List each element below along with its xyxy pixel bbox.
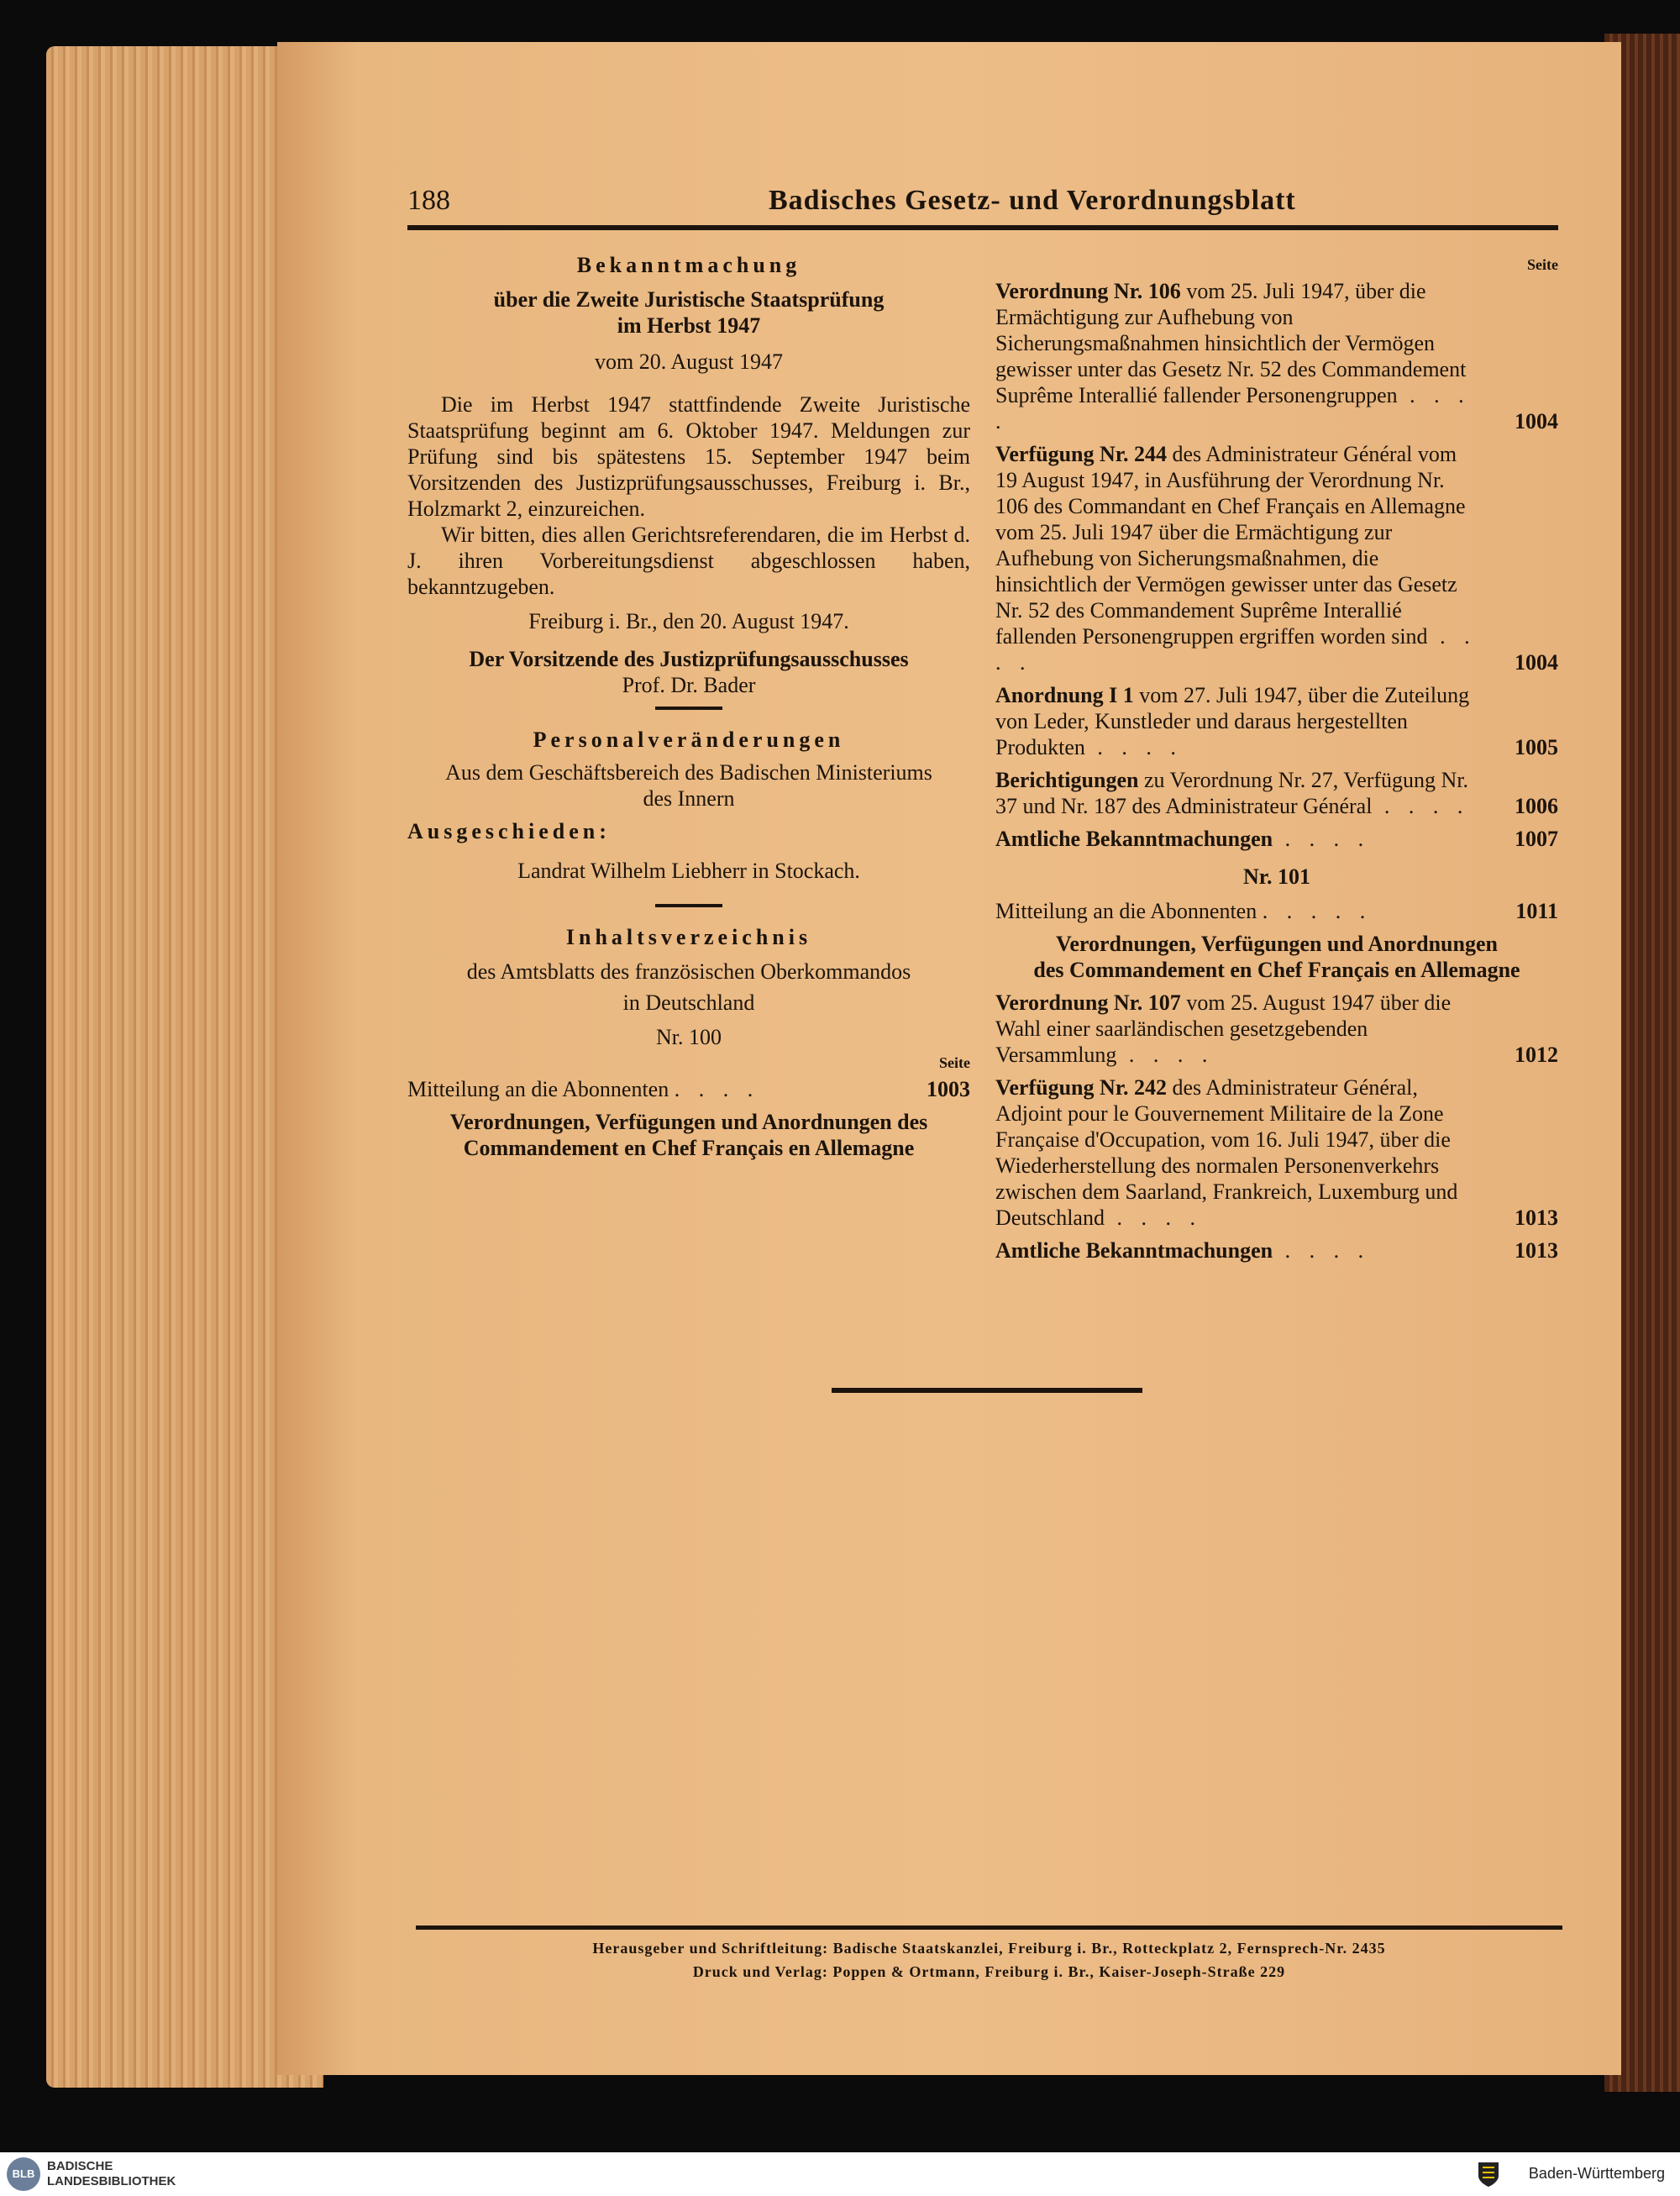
toc-entry-lead: Amtliche Bekanntmachungen	[995, 1238, 1273, 1263]
leader-dots: . . . .	[1372, 794, 1470, 818]
toc-entry-text: Mitteilung an die Abonnenten	[995, 899, 1257, 923]
toc-list-101	[995, 990, 1558, 1263]
verord-heading-1: Verordnungen, Verfügungen und Anordnungen des	[449, 1110, 928, 1134]
coat-of-arms-icon	[1473, 2159, 1504, 2189]
blb-logo[interactable]: BLB	[7, 2157, 40, 2191]
imprint-line-2: Druck und Verlag: Poppen & Ortmann, Freiburg i. Br., Kaiser-Joseph-Straße 229	[692, 1963, 1286, 1980]
toc-entry	[995, 682, 1558, 760]
blb-name-line-1: BADISCHE	[47, 2159, 113, 2173]
header-rule	[407, 225, 1558, 230]
pers-entry: Landrat Wilhelm Liebherr in Stockach.	[517, 859, 860, 883]
toc-entry-text: zu Verordnung Nr. 27, Verfügung Nr. 37 und Nr. 187 des Administrateur Général	[995, 768, 1469, 818]
toc-page-number: 1011	[1515, 899, 1558, 923]
section-divider	[655, 904, 722, 907]
toc-entry	[995, 898, 1558, 924]
toc-page-number: 1012	[1515, 1043, 1558, 1067]
bek-signature-title: Der Vorsitzende des Justizprüfungsausschusses	[469, 647, 909, 671]
leader-dots: . . . .	[1116, 1043, 1215, 1067]
leader-dots: . . . .	[1273, 827, 1371, 851]
toc-entry	[995, 1074, 1558, 1231]
toc-page-number: 1006	[1515, 794, 1558, 818]
toc-entry	[995, 990, 1558, 1068]
toc-entry-text: Mitteilung an die Abonnenten	[407, 1077, 669, 1101]
seite-label: Seite	[1527, 256, 1558, 273]
toc-page-number: 1007	[1515, 827, 1558, 851]
leader-dots: . . . .	[674, 1077, 760, 1101]
pers-subtitle-1: Aus dem Geschäftsbereich des Badischen Ministeriums	[445, 760, 932, 785]
leader-dots: . . . .	[995, 383, 1471, 433]
toc-entry-lead: Verfügung Nr. 244	[995, 442, 1167, 466]
bek-place-date: Freiburg i. Br., den 20. August 1947.	[528, 609, 849, 633]
imprint	[416, 1936, 1562, 1983]
pers-subtitle-2: des Innern	[643, 786, 735, 811]
leader-dots: . . . .	[1273, 1238, 1371, 1263]
leader-dots: . . . . .	[1262, 899, 1373, 923]
toc-entry	[995, 441, 1558, 675]
issue-number-101: Nr. 101	[1243, 864, 1310, 889]
inh-subtitle-2: in Deutschland	[622, 990, 755, 1015]
page-number: 188	[407, 185, 450, 216]
pers-ausgeschieden: Ausgeschieden:	[407, 819, 611, 843]
issue-number-100: Nr. 100	[656, 1025, 722, 1049]
end-rule	[832, 1388, 1142, 1393]
verord-heading-2: Commandement en Chef Français en Allemagne	[463, 1136, 915, 1160]
toc-page-number: 1004	[1515, 409, 1558, 433]
publication-title: Badisches Gesetz- und Verordnungsblatt	[769, 185, 1296, 216]
toc-entry-lead: Amtliche Bekanntmachungen	[995, 827, 1273, 851]
inh-heading: Inhaltsverzeichnis	[565, 925, 812, 949]
bek-signature-name: Prof. Dr. Bader	[622, 673, 756, 697]
seite-label: Seite	[939, 1054, 970, 1071]
toc-entry-lead: Verordnung Nr. 107	[995, 990, 1181, 1015]
toc-entry-lead: Verfügung Nr. 242	[995, 1075, 1167, 1100]
toc-entry	[995, 826, 1558, 852]
toc-entry-text: vom 25. August 1947 über die Wahl einer saarländischen gesetzgebenden Versammlung	[995, 990, 1452, 1067]
leader-dots: . . . .	[995, 624, 1477, 675]
toc-page-number: 1013	[1515, 1206, 1558, 1230]
inh-subtitle-1: des Amtsblatts des französischen Oberkommandos	[466, 959, 911, 984]
toc-page-number: 1004	[1515, 650, 1558, 675]
leader-dots: . . . .	[1104, 1206, 1202, 1230]
footer-rule	[416, 1925, 1562, 1930]
right-column	[995, 252, 1558, 1270]
page-header	[407, 185, 1558, 227]
toc-entry-lead: Anordnung I 1	[995, 683, 1134, 707]
toc-entry	[995, 278, 1558, 434]
bek-subtitle-2: im Herbst 1947	[617, 313, 761, 338]
toc-entry-text: des Administrateur Général vom 19 August 1947, in Ausführung der Verordnung Nr. 106 des Commandant en Chef Français en Allemagne vom 25. Juli 1947 über die Ermächtigung zur Aufhebung von Sicherungsmaßnahmen, die hinsichtlich der Vermögen gewisser unter das Gesetz Nr. 52 des Commandement Suprême Interallié fallenden Personengruppen ergriffen worden sind	[995, 442, 1466, 649]
leader-dots: . . . .	[1084, 735, 1183, 759]
toc-page-number: 1005	[1515, 735, 1558, 759]
library-bar	[0, 2152, 1680, 2196]
blb-name	[47, 2159, 176, 2189]
bek-subtitle-1: über die Zweite Juristische Staatsprüfung	[493, 287, 885, 312]
toc-page-number: 1013	[1515, 1238, 1558, 1263]
toc-entry-lead: Verordnung Nr. 106	[995, 279, 1181, 303]
left-column	[407, 252, 970, 1161]
pers-heading: Personalveränderungen	[533, 728, 845, 752]
verord-heading-1: Verordnungen, Verfügungen und Anordnungen	[1056, 932, 1498, 956]
bek-heading: Bekanntmachung	[576, 253, 801, 277]
state-name: Baden-Württemberg	[1528, 2165, 1665, 2182]
blb-name-line-2: LANDESBIBLIOTHEK	[47, 2174, 176, 2188]
toc-entry-text: vom 27. Juli 1947, über die Zuteilung von Leder, Kunstleder und daraus hergestellten Produkten	[995, 683, 1470, 759]
bek-paragraph-2: Wir bitten, dies allen Gerichtsreferendaren, die im Herbst d. J. ihren Vorbereitungsdienst abgeschlossen haben, bekanntzugeben.	[407, 523, 970, 599]
toc-entry	[995, 1237, 1558, 1263]
toc-entry-lead: Berichtigungen	[995, 768, 1139, 792]
toc-entry-text: des Administrateur Général, Adjoint pour le Gouvernement Militaire de la Zone Française d'Occupation, vom 16. Juli 1947, über die Wiederherstellung des normalen Personenverkehrs zwischen dem Saarland, Frankreich, Luxemburg und Deutschland	[995, 1075, 1458, 1230]
bek-date: vom 20. August 1947	[595, 349, 783, 374]
toc-list-100	[995, 278, 1558, 852]
bek-paragraph-1: Die im Herbst 1947 stattfindende Zweite Juristische Staatsprüfung beginnt am 6. Oktober 1947. Meldungen zur Prüfung sind bis spätestens 15. September 1947 beim Vorsitzenden des Justizprüfungsausschusses, Freiburg i. Br., Holzmarkt 2, einzureichen.	[407, 392, 970, 521]
toc-entry	[995, 767, 1558, 819]
toc-entry	[407, 1076, 970, 1102]
verord-heading-2: des Commandement en Chef Français en Allemagne	[1033, 958, 1520, 982]
imprint-line-1: Herausgeber und Schriftleitung: Badische Staatskanzlei, Freiburg i. Br., Rotteckplatz 2, Fernsprech-Nr. 2435	[592, 1940, 1386, 1957]
toc-page-number: 1003	[927, 1077, 970, 1101]
section-divider	[655, 707, 722, 710]
toc-entry-text: vom 25. Juli 1947, über die Ermächtigung zur Aufhebung von Sicherungsmaßnahmen hinsichtlich der Vermögen gewisser unter das Gesetz Nr. 52 des Commandement Suprême Interallié fallender Personengruppen	[995, 279, 1467, 407]
